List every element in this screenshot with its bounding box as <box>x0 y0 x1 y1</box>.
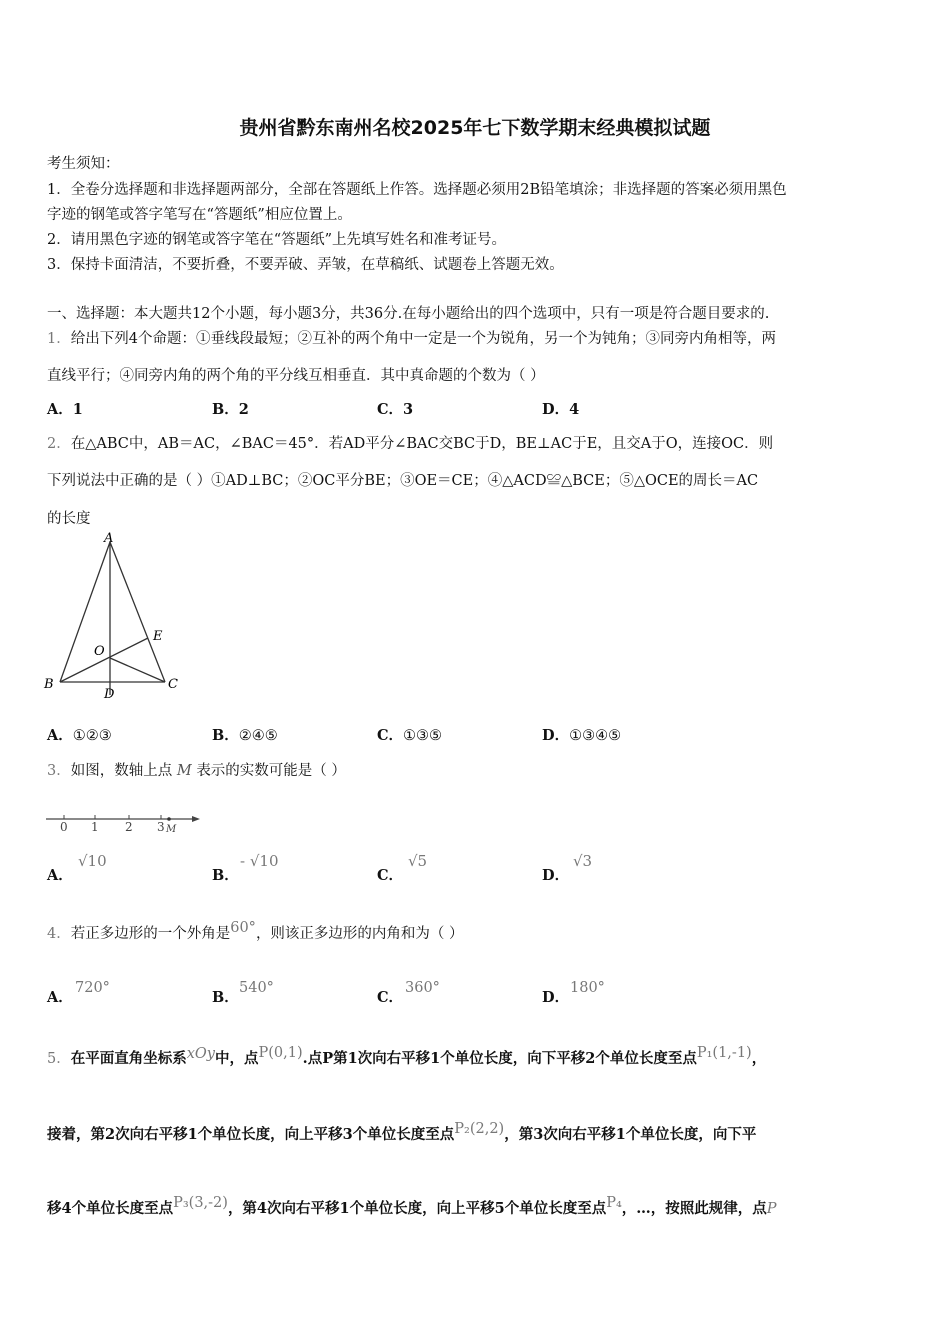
question-number: 5． <box>47 1051 71 1067</box>
q1-option-d[interactable]: D．4 <box>542 401 580 418</box>
tick-0: 0 <box>60 820 68 834</box>
q3-option-c-value: √5 <box>408 852 428 870</box>
q3-option-a-value: √10 <box>78 852 107 870</box>
q4-option-a-value: 720° <box>75 980 110 996</box>
q4-option-c-value: 360° <box>405 980 440 996</box>
q1-option-b[interactable]: B．2 <box>212 401 249 418</box>
q3-option-c[interactable]: C． <box>377 867 404 884</box>
triangle-figure <box>40 530 190 705</box>
arrow-right-icon <box>192 816 200 822</box>
notice-line-1: 1．全卷分选择题和非选择题两部分，全部在答题纸上作答。选择题必须用2B铅笔填涂；非选择题的答案必须用黑色 <box>47 182 787 198</box>
question-number: 1． <box>47 331 71 347</box>
q4-option-d[interactable]: D． <box>542 989 570 1006</box>
q4-option-d-value: 180° <box>570 980 605 996</box>
label-o: O <box>94 644 105 659</box>
q3-option-b-value: - √10 <box>240 852 279 870</box>
q3-option-b[interactable]: B． <box>212 867 239 884</box>
question-1-line-2: 直线平行；④同旁内角的两个角的平分线互相垂直．其中真命题的个数为（ ） <box>47 368 545 384</box>
question-text: 给出下列4个命题：①垂线段最短；②互补的两个角中一定是一个为锐角，另一个为钝角；③同旁内角相等，两 <box>70 331 776 347</box>
page-title: 贵州省黔东南州名校2025年七下数学期末经典模拟试题 <box>239 117 711 139</box>
notice-heading: 考生须知： <box>47 156 120 172</box>
label-c: C <box>168 677 178 692</box>
point-m-symbol: M <box>176 763 192 779</box>
q3-option-d[interactable]: D． <box>542 867 570 884</box>
point-m <box>167 817 171 821</box>
q2-option-d[interactable]: D．①③④⑤ <box>542 727 622 744</box>
notice-line-2: 字迹的钢笔或答字笔写在“答题纸”相应位置上。 <box>47 207 352 223</box>
label-a: A <box>104 531 114 546</box>
question-5: 5．在平面直角坐标系xOy中，点P(0,1).点P第1次向右平移1个单位长度，向下平移2个单位长度至点P₁(1,-1)， <box>47 1045 767 1067</box>
tick-1: 1 <box>91 820 99 834</box>
question-4: 4．若正多边形的一个外角是60°，则该正多边形的内角和为（ ） <box>47 920 464 942</box>
q2-option-b[interactable]: B．②④⑤ <box>212 727 278 744</box>
question-number: 3． <box>47 763 71 779</box>
number-line <box>42 810 207 838</box>
question-1 <box>47 327 776 348</box>
question-2 <box>47 432 773 453</box>
q2-option-a[interactable]: A．①②③ <box>47 727 112 744</box>
question-5-line-3: 移4个单位长度至点P₃(3,-2)，第4次向右平移1个单位长度，向上平移5个单位长度至点P₄，…，按照此规律，点P <box>47 1195 777 1217</box>
question-2-line-3: 的长度 <box>47 511 91 527</box>
q2-option-c[interactable]: C．①③⑤ <box>377 727 443 744</box>
q3-option-d-value: √3 <box>573 852 593 870</box>
notice-line-4: 3．保持卡面清洁，不要折叠，不要弄破、弄皱，在草稿纸、试题卷上答题无效。 <box>47 257 564 273</box>
notice-line-3: 2．请用黑色字迹的钢笔或答字笔在“答题纸”上先填写姓名和准考证号。 <box>47 232 507 248</box>
question-number: 4． <box>47 926 71 942</box>
q1-option-a[interactable]: A．1 <box>47 401 83 418</box>
q4-option-a[interactable]: A． <box>47 989 73 1006</box>
section-heading: 一、选择题：本大题共12个小题，每小题3分，共36分.在每小题给出的四个选项中，只有一项是符合题目要求的. <box>47 306 770 322</box>
label-e: E <box>153 629 163 644</box>
label-b: B <box>44 677 54 692</box>
tick-3: 3 <box>157 820 165 834</box>
q3-option-a[interactable]: A． <box>47 867 73 884</box>
question-3: 3．如图，数轴上点 M 表示的实数可能是（ ） <box>47 763 346 779</box>
q4-option-b[interactable]: B． <box>212 989 239 1006</box>
question-text: 在△ABC中，AB＝AC，∠BAC＝45°．若AD平分∠BAC交BC于D，BE⊥AC于E，且交A于O，连接OC．则 <box>70 436 774 452</box>
label-d: D <box>104 687 115 702</box>
q4-option-c[interactable]: C． <box>377 989 404 1006</box>
question-number: 2． <box>47 436 71 452</box>
angle-value: 60° <box>230 920 256 936</box>
q1-option-c[interactable]: C．3 <box>377 401 414 418</box>
label-m: M <box>166 824 177 835</box>
tick-2: 2 <box>125 820 133 834</box>
q4-option-b-value: 540° <box>239 980 274 996</box>
question-2-line-2: 下列说法中正确的是（ ）①AD⊥BC；②OC平分BE；③OE＝CE；④△ACD≌△BCE；⑤△OCE的周长＝AC <box>47 473 759 489</box>
question-5-line-2: 接着，第2次向右平移1个单位长度，向上平移3个单位长度至点P₂(2,2)，第3次向右平移1个单位长度，向下平 <box>47 1121 757 1143</box>
